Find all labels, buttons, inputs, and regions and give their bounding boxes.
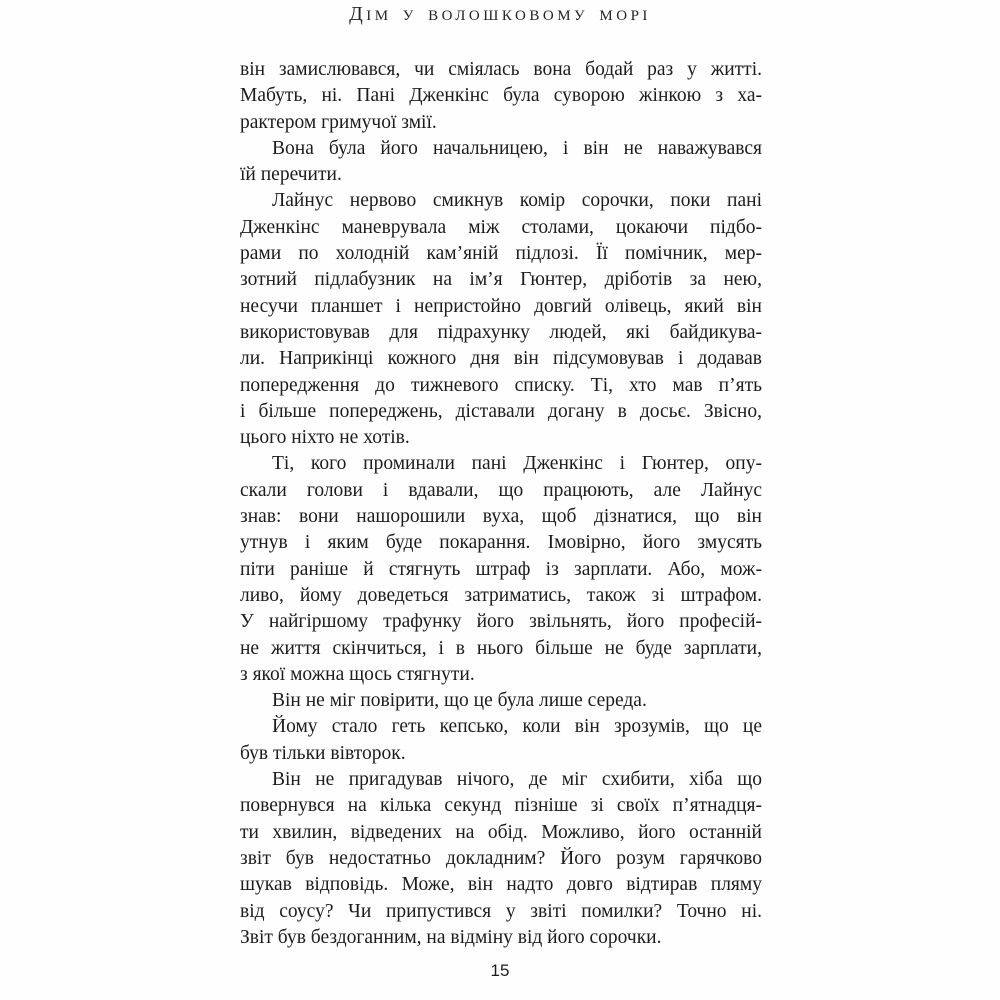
text-line: Звіт був бездоганним, на відміну від його сорочки. [240,926,662,948]
text-line: і більше попереджень, діставали догану в досьє. Звісно, [240,400,762,422]
text-line: рами по холодній кам’яній підлозі. Її помічник, мер- [240,243,762,265]
text-line: їй перечити. [240,164,342,186]
text-line: ти хвилин, відведених на обід. Можливо, його останній [240,821,762,843]
text-line: Ті, кого проминали пані Дженкінс і Гюнтер, опу- [272,453,762,475]
text-line: звіт був недостатньо докладним? Його розум гарячково [240,847,762,869]
text-line: попередження до тижневого списку. Ті, хто мав п’ять [240,374,762,396]
text-line: з якої можна щось стягнути. [240,663,475,685]
text-line: Він не міг повірити, що це була лише середа. [272,690,647,712]
text-line: Дженкінс маневрувала між столами, цокаючи підбо- [240,216,762,238]
text-line: У найгіршому трафунку його звільнять, його професій- [240,611,762,633]
text-line: ли. Наприкінці кожного дня він підсумовував і додавав [240,348,762,370]
text-line: цього ніхто не хотів. [240,427,410,449]
page-number: 15 [490,961,510,980]
text-line: шукав відповідь. Може, він надто довго відтирав пляму [240,874,762,896]
text-line: утнув і яким буде покарання. Імовірно, його змусять [240,532,762,554]
text-line: ливо, йому доведеться затриматись, також зі штрафом. [240,584,762,606]
text-line: рактером гримучої змії. [240,111,437,133]
text-line: використовував для підрахунку людей, які байдикува- [240,321,762,343]
text-line: знав: вони нашорошили вуха, щоб дізнатися, що він [240,506,762,528]
body-text-block [240,57,762,951]
text-line: Лайнус нервово смикнув комір сорочки, поки пані [272,190,762,212]
text-line: Мабуть, ні. Пані Дженкінс була суворою жінкою з ха- [240,85,762,107]
text-line: піти раніше й стягнуть штраф із зарплати. Або, мож- [240,558,762,580]
text-line: від соусу? Чи припустився у звіті помилки? Точно ні. [240,900,762,922]
text-line: скали голови і вдавали, що працюють, але Лайнус [240,479,762,501]
text-line: несучи планшет і непристойно довгий олівець, який він [240,295,762,317]
text-line: Вона була його начальницею, і він не наважувався [272,137,762,159]
text-line: зотний підлабузник на ім’я Гюнтер, дріботів за нею, [240,269,762,291]
text-line: Йому стало геть кепсько, коли він зрозумів, що це [272,716,762,738]
text-line: не життя скінчиться, і в нього більше не буде зарплати, [240,637,762,659]
text-line: повернувся на кілька секунд пізніше зі своїх п’ятнадця- [240,795,762,817]
text-line: був тільки вівторок. [240,742,406,764]
running-head: ДІМ У ВОЛОШКОВОМУ МОРІ [349,3,651,25]
text-line: Він не пригадував нічого, де міг схибити, хіба що [272,769,762,791]
text-line: він замислювався, чи сміялась вона бодай раз у житті. [240,59,762,80]
